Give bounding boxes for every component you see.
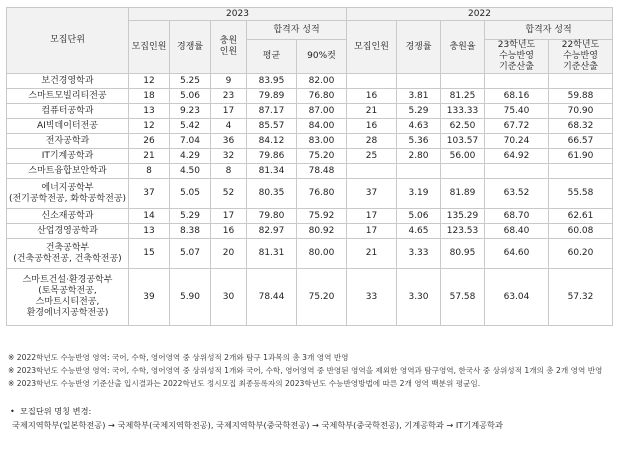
conv22-cell: [549, 164, 613, 179]
p90-cell: 78.48: [297, 164, 347, 179]
fill-2023-cell: 9: [211, 74, 247, 89]
p90-cell: 80.92: [297, 224, 347, 239]
recruit-2023-cell: 37: [129, 179, 170, 209]
competition-2023-cell: 5.42: [170, 119, 211, 134]
recruit-2023-cell: 14: [129, 209, 170, 224]
recruit-2023-cell: 13: [129, 104, 170, 119]
name-change-section: [10, 404, 503, 432]
table-row: [7, 149, 613, 164]
avg-cell: 79.89: [247, 89, 297, 104]
table-row: [7, 269, 613, 326]
year-header-2022: 2022: [347, 8, 613, 21]
recruit-2023-cell: 12: [129, 119, 170, 134]
dept-cell: IT기계공학과: [7, 149, 129, 164]
fill-rate-2022-cell: 103.57: [441, 134, 485, 149]
footnote: ※ 2023학년도 수능반영 영역: 국어, 수학, 영어영역 중 상위성적 1개와 국어, 수학, 영어영역 중 반영된 영역을 제외한 영역과 탐구영역, 한국사 중 상위성적 1개의 총 2개 영역 반영: [8, 366, 603, 375]
col-header-recruit-2022: 모집인원: [347, 21, 397, 74]
avg-cell: 80.35: [247, 179, 297, 209]
fill-rate-2022-cell: 80.95: [441, 239, 485, 269]
table-row: [7, 179, 613, 209]
recruit-2023-cell: 21: [129, 149, 170, 164]
dept-cell: 에너지공학부 (전기공학전공, 화학공학전공): [7, 179, 129, 209]
avg-cell: 81.31: [247, 239, 297, 269]
fill-2023-cell: 17: [211, 104, 247, 119]
col-header-fill-rate-2022: 충원율: [441, 21, 485, 74]
col-header-dept: 모집단위: [7, 8, 129, 74]
competition-2022-cell: 4.65: [397, 224, 441, 239]
recruit-2022-cell: 21: [347, 104, 397, 119]
competition-2022-cell: 2.80: [397, 149, 441, 164]
conv22-cell: 66.57: [549, 134, 613, 149]
table-row: [7, 89, 613, 104]
competition-2023-cell: 5.25: [170, 74, 211, 89]
conv22-cell: 62.61: [549, 209, 613, 224]
conv22-cell: 55.58: [549, 179, 613, 209]
conv22-cell: 70.90: [549, 104, 613, 119]
col-header-recruit-2023: 모집인원: [129, 21, 170, 74]
fill-2023-cell: 23: [211, 89, 247, 104]
recruit-2023-cell: 15: [129, 239, 170, 269]
recruit-2022-cell: [347, 164, 397, 179]
col-header-result-2022: 합격자 성적: [485, 21, 613, 40]
p90-cell: 76.80: [297, 179, 347, 209]
dept-cell: 스마트모빌리티전공: [7, 89, 129, 104]
recruit-2022-cell: 17: [347, 209, 397, 224]
recruit-2022-cell: 21: [347, 239, 397, 269]
competition-2022-cell: [397, 74, 441, 89]
table-row: [7, 119, 613, 134]
table-row: [7, 74, 613, 89]
conv23-cell: 64.60: [485, 239, 549, 269]
dept-cell: 컴퓨터공학과: [7, 104, 129, 119]
avg-cell: 87.17: [247, 104, 297, 119]
recruit-2022-cell: 16: [347, 119, 397, 134]
conv23-cell: [485, 74, 549, 89]
recruit-2023-cell: 13: [129, 224, 170, 239]
conv22-cell: 61.90: [549, 149, 613, 164]
table-row: [7, 224, 613, 239]
table-row: [7, 209, 613, 224]
col-header-conv22: 22학년도 수능반영 기준산출: [549, 40, 613, 74]
fill-2023-cell: 8: [211, 164, 247, 179]
col-header-competition-2023: 경쟁률: [170, 21, 211, 74]
recruit-2023-cell: 12: [129, 74, 170, 89]
recruit-2023-cell: 18: [129, 89, 170, 104]
col-header-conv23: 23학년도 수능반영 기준산출: [485, 40, 549, 74]
fill-rate-2022-cell: 56.00: [441, 149, 485, 164]
table-row: [7, 239, 613, 269]
conv22-cell: 68.32: [549, 119, 613, 134]
conv23-cell: 68.16: [485, 89, 549, 104]
p90-cell: 84.00: [297, 119, 347, 134]
competition-2022-cell: 5.29: [397, 104, 441, 119]
p90-cell: 83.00: [297, 134, 347, 149]
recruit-2023-cell: 39: [129, 269, 170, 326]
p90-cell: 76.80: [297, 89, 347, 104]
fill-rate-2022-cell: 123.53: [441, 224, 485, 239]
avg-cell: 78.44: [247, 269, 297, 326]
dept-cell: 스마트융합보안학과: [7, 164, 129, 179]
avg-cell: 79.86: [247, 149, 297, 164]
admission-results-table: [6, 7, 613, 326]
competition-2023-cell: 4.29: [170, 149, 211, 164]
fill-2023-cell: 52: [211, 179, 247, 209]
competition-2022-cell: [397, 164, 441, 179]
p90-cell: 75.20: [297, 269, 347, 326]
p90-cell: 82.00: [297, 74, 347, 89]
fill-2023-cell: 30: [211, 269, 247, 326]
conv23-cell: 70.24: [485, 134, 549, 149]
recruit-2022-cell: 37: [347, 179, 397, 209]
competition-2022-cell: 3.33: [397, 239, 441, 269]
fill-2023-cell: 20: [211, 239, 247, 269]
conv23-cell: [485, 164, 549, 179]
competition-2023-cell: 5.29: [170, 209, 211, 224]
competition-2022-cell: 3.81: [397, 89, 441, 104]
fill-2023-cell: 4: [211, 119, 247, 134]
conv23-cell: 67.72: [485, 119, 549, 134]
competition-2022-cell: 4.63: [397, 119, 441, 134]
p90-cell: 80.00: [297, 239, 347, 269]
p90-cell: 75.92: [297, 209, 347, 224]
fill-rate-2022-cell: 81.25: [441, 89, 485, 104]
fill-rate-2022-cell: [441, 74, 485, 89]
competition-2022-cell: 5.06: [397, 209, 441, 224]
recruit-2022-cell: 17: [347, 224, 397, 239]
recruit-2023-cell: 26: [129, 134, 170, 149]
avg-cell: 82.97: [247, 224, 297, 239]
col-header-competition-2022: 경쟁률: [397, 21, 441, 74]
year-header-2023: 2023: [129, 8, 347, 21]
avg-cell: 81.34: [247, 164, 297, 179]
name-change-title: 모집단위 명칭 변경:: [20, 406, 92, 416]
fill-rate-2022-cell: 133.33: [441, 104, 485, 119]
dept-cell: 스마트건설·환경공학부 (토목공학전공, 스마트시티전공, 환경에너지공학전공): [7, 269, 129, 326]
competition-2023-cell: 5.90: [170, 269, 211, 326]
competition-2023-cell: 5.07: [170, 239, 211, 269]
conv23-cell: 64.92: [485, 149, 549, 164]
fill-rate-2022-cell: [441, 164, 485, 179]
conv23-cell: 63.52: [485, 179, 549, 209]
conv22-cell: [549, 74, 613, 89]
col-header-result-2023: 합격자 성적: [247, 21, 347, 40]
p90-cell: 75.20: [297, 149, 347, 164]
avg-cell: 83.95: [247, 74, 297, 89]
dept-cell: AI빅데이터전공: [7, 119, 129, 134]
fill-2023-cell: 36: [211, 134, 247, 149]
conv23-cell: 68.70: [485, 209, 549, 224]
col-header-p90: 90%컷: [297, 40, 347, 74]
conv22-cell: 60.08: [549, 224, 613, 239]
competition-2023-cell: 9.23: [170, 104, 211, 119]
conv23-cell: 75.40: [485, 104, 549, 119]
recruit-2022-cell: 25: [347, 149, 397, 164]
conv22-cell: 60.20: [549, 239, 613, 269]
conv22-cell: 57.32: [549, 269, 613, 326]
avg-cell: 84.12: [247, 134, 297, 149]
footnote: ※ 2023학년도 수능반영 기준산출 입시결과는 2022학년도 정시모집 최종등록자의 2023학년도 수능반영방법에 따른 2개 영역 백분위 평균임.: [8, 379, 481, 388]
dept-cell: 보건경영학과: [7, 74, 129, 89]
fill-rate-2022-cell: 81.89: [441, 179, 485, 209]
avg-cell: 85.57: [247, 119, 297, 134]
col-header-avg: 평균: [247, 40, 297, 74]
competition-2022-cell: 3.19: [397, 179, 441, 209]
fill-2023-cell: 32: [211, 149, 247, 164]
recruit-2022-cell: 28: [347, 134, 397, 149]
competition-2023-cell: 4.50: [170, 164, 211, 179]
table-row: [7, 104, 613, 119]
fill-2023-cell: 16: [211, 224, 247, 239]
avg-cell: 79.80: [247, 209, 297, 224]
footnotes: [8, 351, 602, 390]
table-row: [7, 134, 613, 149]
name-change-detail: 국제지역학부(일본학전공) → 국제학부(국제지역학전공), 국제지역학부(중국학전공) → 국제학부(중국학전공), 기계공학과 → IT기계공학과: [12, 420, 503, 430]
fill-rate-2022-cell: 57.58: [441, 269, 485, 326]
competition-2023-cell: 7.04: [170, 134, 211, 149]
recruit-2022-cell: 33: [347, 269, 397, 326]
competition-2023-cell: 8.38: [170, 224, 211, 239]
fill-2023-cell: 17: [211, 209, 247, 224]
dept-cell: 신소재공학과: [7, 209, 129, 224]
recruit-2022-cell: 16: [347, 89, 397, 104]
fill-rate-2022-cell: 62.50: [441, 119, 485, 134]
conv22-cell: 59.88: [549, 89, 613, 104]
table-row: [7, 164, 613, 179]
competition-2022-cell: 5.36: [397, 134, 441, 149]
col-header-fill-2023: 충원 인원: [211, 21, 247, 74]
p90-cell: 87.00: [297, 104, 347, 119]
competition-2023-cell: 5.05: [170, 179, 211, 209]
footnote: ※ 2022학년도 수능반영 영역: 국어, 수학, 영어영역 중 상위성적 2개와 탐구 1과목의 총 3개 영역 반영: [8, 353, 349, 362]
conv23-cell: 63.04: [485, 269, 549, 326]
fill-rate-2022-cell: 135.29: [441, 209, 485, 224]
competition-2023-cell: 5.06: [170, 89, 211, 104]
conv23-cell: 68.40: [485, 224, 549, 239]
dept-cell: 전자공학과: [7, 134, 129, 149]
dept-cell: 건축공학부 (건축공학전공, 건축학전공): [7, 239, 129, 269]
recruit-2022-cell: [347, 74, 397, 89]
competition-2022-cell: 3.30: [397, 269, 441, 326]
recruit-2023-cell: 8: [129, 164, 170, 179]
bullet-icon: •: [10, 406, 15, 416]
dept-cell: 산업경영공학과: [7, 224, 129, 239]
